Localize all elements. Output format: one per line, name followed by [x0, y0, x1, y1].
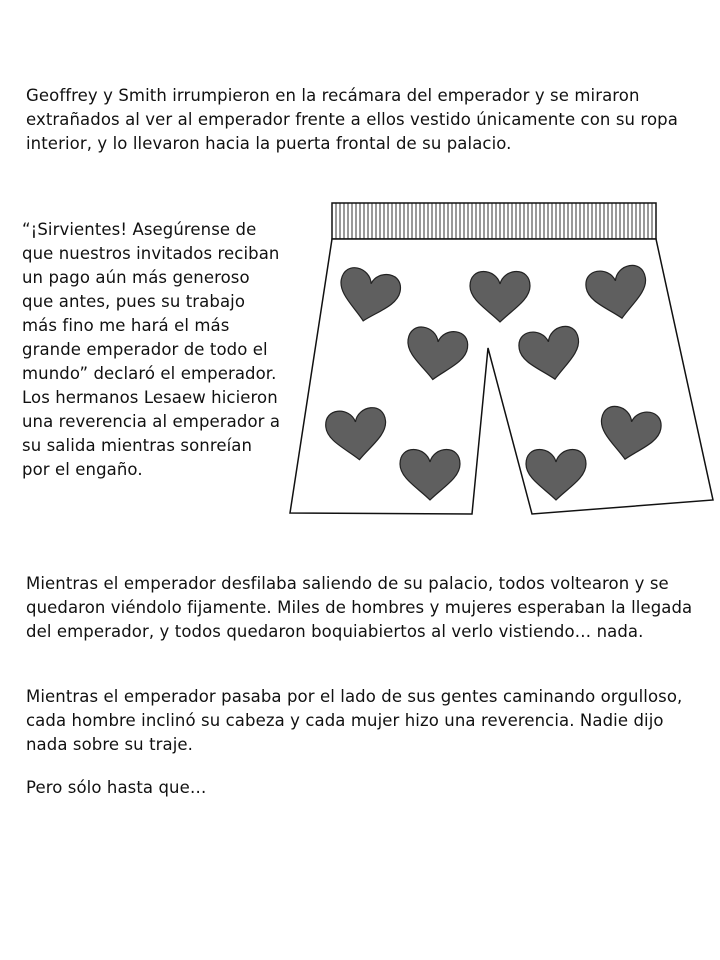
ending-paragraph: Pero sólo hasta que…: [26, 778, 207, 797]
quote-paragraph: “¡Sirvientes! Asegúrense de que nuestros invitados reciban un pago aún más generoso que antes, pues su trabajo más fino me hará el más grande emperador de todo el mundo” declaró el emperador. Los hermanos Lesaew hicieron una reverencia al emperador a su salida mientras sonreían por el engaño.: [22, 220, 281, 479]
heart-boxer-shorts-icon: [286, 200, 714, 520]
intro-paragraph: Geoffrey y Smith irrumpieron en la recámara del emperador y se miraron extrañados al ver al emperador frente a ellos vestido únicamente con su ropa interior, y lo llevaron hacia la puerta frontal de su palacio.: [26, 86, 678, 153]
waistband: [332, 203, 656, 239]
bowing-paragraph: Mientras el emperador pasaba por el lado de sus gentes caminando orgulloso, cada hombre inclinó su cabeza y cada mujer hizo una reverencia. Nadie dijo nada sobre su traje.: [26, 687, 683, 754]
parade-paragraph: Mientras el emperador desfilaba saliendo de su palacio, todos voltearon y se quedaron viéndolo fijamente. Miles de hombres y mujeres esperaban la llegada del emperador, y todos quedaron boquiabiertos al verlo vistiendo… nada.: [26, 574, 693, 641]
